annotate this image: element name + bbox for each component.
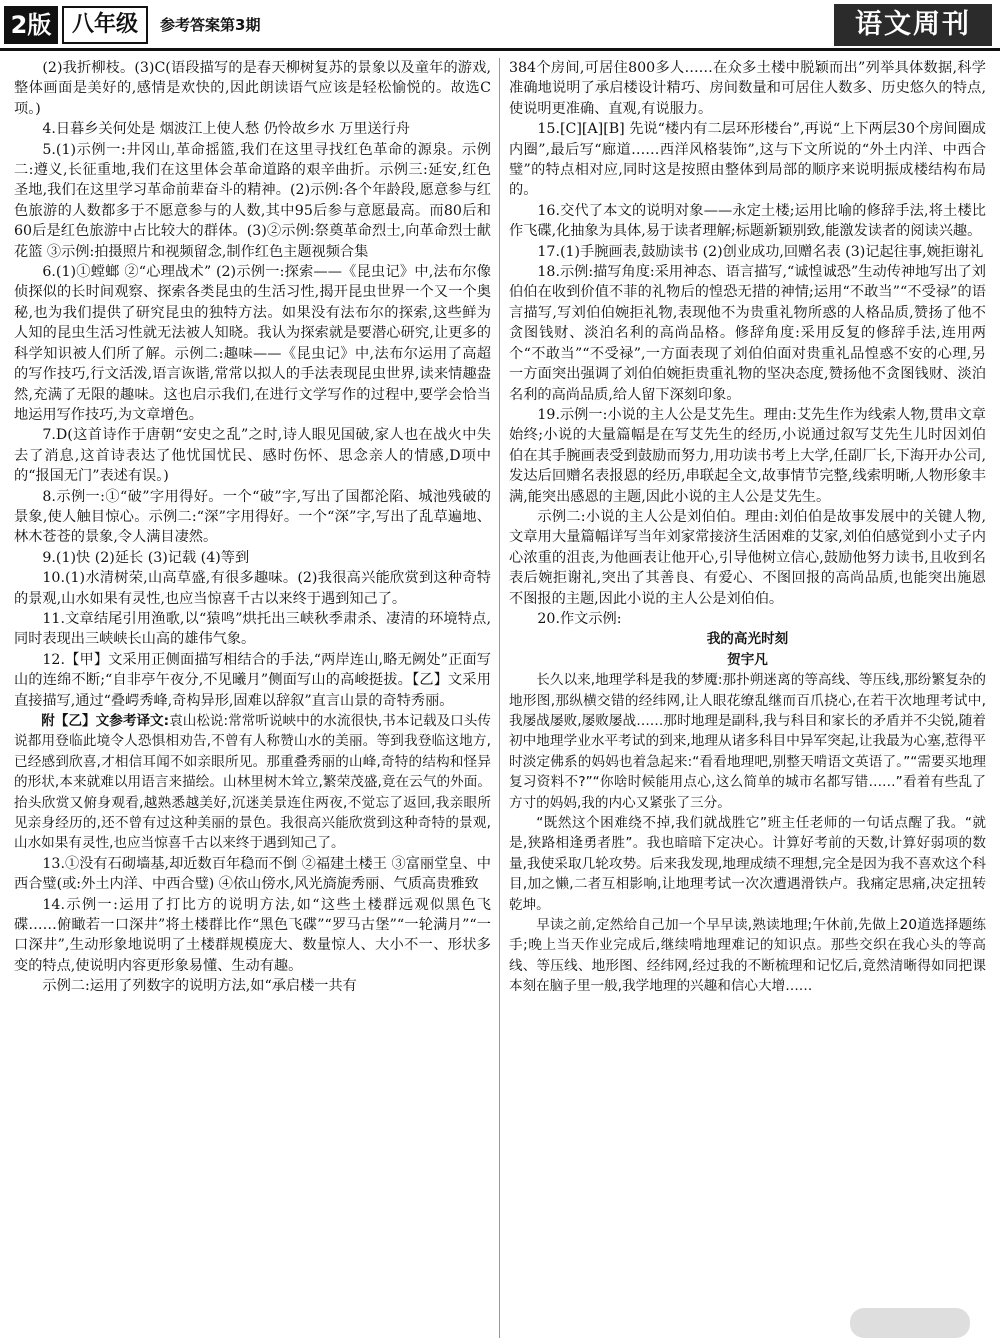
- answer-paragraph: 15.[C][A][B] 先说“楼内有二层环形楼台”,再说“上下两层30个房间圈成内圈”,最后写“廊道……西洋风格装饰”,这与下文所说的“外土内洋、中西合璧”的特点相对应,同时这是按照由整体到局部的顺序来说明振成楼结构布局的。: [509, 121, 986, 199]
- essay-paragraph: 早读之前,定然给自己加一个早早读,熟读地理;午休前,先做上20道选择题练手;晚上当天作业完成后,继续啃地理难记的知识点。那些交织在我心头的等高线、等压线、地形图、经纬网,经过我的不断梳理和记忆后,竟然清晰得如同把课本刻在脑子里一般,我学地理的兴趣和信心大增……: [509, 917, 986, 995]
- answer-paragraph: 19.示例一:小说的主人公是艾先生。理由:艾先生作为线索人物,贯串文章始终;小说的大量篇幅是在写艾先生的经历,小说通过叙写艾先生儿时因刘伯伯在其手腕画表受到鼓励而努力,用功读书考上大学,任副厂长,下海开办公司,发达后回赠名表报恩的经历,串联起全文,故事情节完整,线索明晰,人物形象丰满,能突出感恩的主题,因此小说的主人公是艾先生。: [509, 406, 986, 505]
- answer-paragraph: 9.(1)快 (2)延长 (3)记载 (4)等到: [42, 549, 250, 566]
- translation-text: 袁山松说:常常听说峡中的水流很快,书本记载及口头传说都用登临此境令人恐惧相劝告,不曾有人称赞山水的美丽。等到我登临这地方,已经感到欣喜,才相信耳闻不如亲眼所见。那重叠秀丽的山峰,奇特的结构和怪异的形状,本来就难以用语言来描绘。山林里树木耸立,繁荣茂盛,竟在云气的外面。抬头欣赏又俯身观看,越熟悉越美好,沉迷美景连住两夜,不觉忘了返回,我亲眼所见亲身经历的,还不曾有过这种美丽的景色。我很高兴能欣赏到这种奇特的景观,山水如果有灵性,也应当惊喜千古以来终于遇到知己了。: [14, 713, 491, 852]
- translation-paragraph: [14, 711, 491, 854]
- answer-paragraph: 10.(1)水清树荣,山高草盛,有很多趣味。(2)我很高兴能欣赏到这种奇特的景观,山水如果有灵性,也应当惊喜千古以来终于遇到知己了。: [14, 570, 491, 607]
- essay-paragraph: “既然这个困难绕不掉,我们就战胜它”班主任老师的一句话点醒了我。“就是,狭路相逢勇者胜”。我也暗暗下定决心。计算好考前的天数,计算好弱项的数量,我使采取几轮攻势。后来我发现,地理成绩不理想,完全是因为我不喜欢这个科目,加之懒,二者互相影响,让地理考试一次次遭遇滑铁卢。我痛定思痛,决定扭转乾坤。: [509, 815, 986, 913]
- column-divider: [499, 58, 500, 1338]
- answer-paragraph: 5.(1)示例一:井冈山,革命摇篮,我们在这里寻找红色革命的源泉。示例二:遵义,长征重地,我们在这里体会革命道路的艰辛曲折。示例三:延安,红色圣地,我们在这里学习革命前辈奋斗的精神。(2)示例:各个年龄段,愿意参与红色旅游的人数都多于不愿意参与的人数,其中95后参与意愿最高。而80后和60后是红色旅游中占比较大的群体。(3)②示例:祭奠革命烈士,向革命烈士献花篮 ③示例:拍摄照片和视频留念,制作红色主题视频合集: [14, 141, 491, 260]
- essay-paragraph: 长久以来,地理学科是我的梦魇:那扑朔迷离的等高线、等压线,那纷繁复杂的地形图,那纵横交错的经纬网,让人眼花缭乱继而百爪挠心,在若干次地理考试中,我屡战屡败,屡败屡战……那时地理是副科,我与科目和家长的矛盾并不尖锐,随着初中地理学业水平考试的到来,地理从诸多科目中异军突起,让我最为心塞,惹得平时淡定佛系的妈妈也着急起来:“看看地理吧,别整天啃语文英语了。”“需要买地理复习资料不?”“你啥时候能用点心,这么简单的城市名都写错……”看着有些乱了方寸的妈妈,我的内心又紧张了三分。: [509, 672, 986, 811]
- answer-paragraph: 384个房间,可居住800多人……在众多土楼中脱颖而出”列举具体数据,科学准确地说明了承启楼设计精巧、房间数量和可居住人数多、历史悠久的特点,使说明更准确、直观,有说服力。: [509, 60, 986, 117]
- answer-paragraph: (2)我折柳枝。(3)C(语段描写的是春天柳树复苏的景象以及童年的游戏,整体画面是美好的,感情是欢快的,因此朗读语气应该是轻松愉悦的。故选C项。): [14, 60, 491, 117]
- issue-label: 参考答案第3期: [160, 16, 261, 34]
- edition-label: 2版: [4, 6, 58, 44]
- answer-paragraph: 6.(1)①螳螂 ②“心理战术” (2)示例一:探索——《昆虫记》中,法布尔像侦探似的长时间观察、探索各类昆虫的生活习性,揭开昆虫世界一个又一个奥秘,也为我们提供了研究昆虫的独特方法。如果没有法布尔的探索,这些鲜为人知的昆虫生活习性就无法被人知晓。我认为探索就是要潜心研究,让更多的科学知识被人们所了解。示例二:趣味——《昆虫记》中,法布尔运用了高超的写作技巧,行文活泼,语言诙谐,常常以拟人的手法表现昆虫世界,读来情趣盎然,充满了无限的趣味。这也启示我们,在进行文学写作的过程中,要学会恰当地运用写作技巧,为文章增色。: [14, 264, 491, 423]
- answer-paragraph: 16.交代了本文的说明对象——永定土楼;运用比喻的修辞手法,将土楼比作飞碟,化抽象为具体,易于读者理解;标题新颖别致,能激发读者的阅读兴趣。: [509, 202, 986, 240]
- answer-paragraph: 13.①没有石砌墙基,却近数百年稳而不倒 ②福建土楼王 ③富丽堂皇、中西合璧(或:外土内洋、中西合璧) ④依山傍水,风光旖旎秀丽、气质高贵雅致: [14, 855, 491, 893]
- answer-paragraph: 示例二:小说的主人公是刘伯伯。理由:刘伯伯是故事发展中的关键人物,文章用大量篇幅详写当年刘家常接济生活困难的艾家,刘伯伯感觉到小丈子内心浓重的沮丧,为他画表让他开心,引导他树立信心,鼓励他努力读书,且收到名表后婉拒谢礼,突出了其善良、有爱心、不图回报的高尚品质,也能突出施恩不图报的主题,因此小说的主人公是刘伯伯。: [509, 508, 986, 607]
- paper-name: 语文周刊: [834, 4, 992, 46]
- answer-paragraph: 4.日暮乡关何处是 烟波江上使人愁 仍怜故乡水 万里送行舟: [42, 121, 410, 138]
- answer-paragraph: 7.D(这首诗作于唐朝“安史之乱”之时,诗人眼见国破,家人也在战火中失去了消息,这首诗表达了他忧国忧民、感时伤怀、思念亲人的情感,D项中的“报国无门”表述有误。): [14, 427, 491, 485]
- header-rule: [0, 48, 1000, 51]
- right-column: [509, 58, 986, 1342]
- translation-lead: 附【乙】文参考译文:: [41, 713, 170, 729]
- answer-paragraph: 12.【甲】文采用正侧面描写相结合的手法,“两岸连山,略无阙处”正面写山的连绵不断;“自非亭午夜分,不见曦月”侧面写山的高峻挺拔。【乙】文采用直接描写,通过“叠崿秀峰,奇构异形,固难以辞叙”直言山景的奇特秀丽。: [14, 651, 491, 709]
- answer-paragraph: 11.文章结尾引用渔歌,以“猿鸣”烘托出三峡秋季肃杀、凄清的环境特点,同时表现出三峡峡长山高的雄伟气象。: [14, 610, 491, 648]
- watermark-logo: [850, 1308, 970, 1338]
- answer-paragraph: 17.(1)手腕画表,鼓励读书 (2)创业成功,回赠名表 (3)记起往事,婉拒谢礼: [537, 243, 984, 260]
- essay-title: 我的高光时刻: [706, 631, 789, 648]
- grade-label: 八年级: [62, 6, 148, 44]
- essay: [509, 629, 986, 996]
- answer-paragraph: 示例二:运用了列数字的说明方法,如“承启楼一共有: [42, 978, 357, 995]
- answer-paragraph: 20.作文示例:: [537, 610, 622, 627]
- answer-paragraph: 8.示例一:①“破”字用得好。一个“破”字,写出了国都沦陷、城池残破的景象,使人触目惊心。示例二:“深”字用得好。一个“深”字,写出了乱草遍地、林木苍苍的景象,令人满目凄然。: [14, 488, 491, 546]
- page-header: [0, 0, 1000, 50]
- essay-author: 贺宇凡: [727, 651, 768, 668]
- answer-paragraph: 14.示例一:运用了打比方的说明方法,如“这些土楼群远观似黑色飞碟……俯瞰若一口深井”将土楼群比作“黑色飞碟”“罗马古堡”“一轮满月”“一口深井”,生动形象地说明了土楼群规模庞大、数量惊人、大小不一、形状多变的特点,使说明内容更形象易懂、生动有趣。: [14, 896, 491, 974]
- answer-paragraph: 18.示例:描写角度:采用神态、语言描写,“诚惶诚恐”生动传神地写出了刘伯伯在收到价值不菲的礼物后的惶恐无措的神情;运用“不敢当”“不受禄”的语言描写,写刘伯伯婉拒礼物,表现他不为贵重礼物所惑的人格品质,赞扬了他不贪图钱财、淡泊名利的高尚品格。修辞角度:采用反复的修辞手法,连用两个“不敢当”“不受禄”,一方面表现了刘伯伯面对贵重礼品惶惑不安的心理,另一方面突出强调了刘伯伯婉拒贵重礼物的坚决态度,赞扬他不贪图钱财、淡泊名利的高尚品质,给人留下深刻印象。: [509, 264, 986, 403]
- left-column: [14, 58, 491, 1342]
